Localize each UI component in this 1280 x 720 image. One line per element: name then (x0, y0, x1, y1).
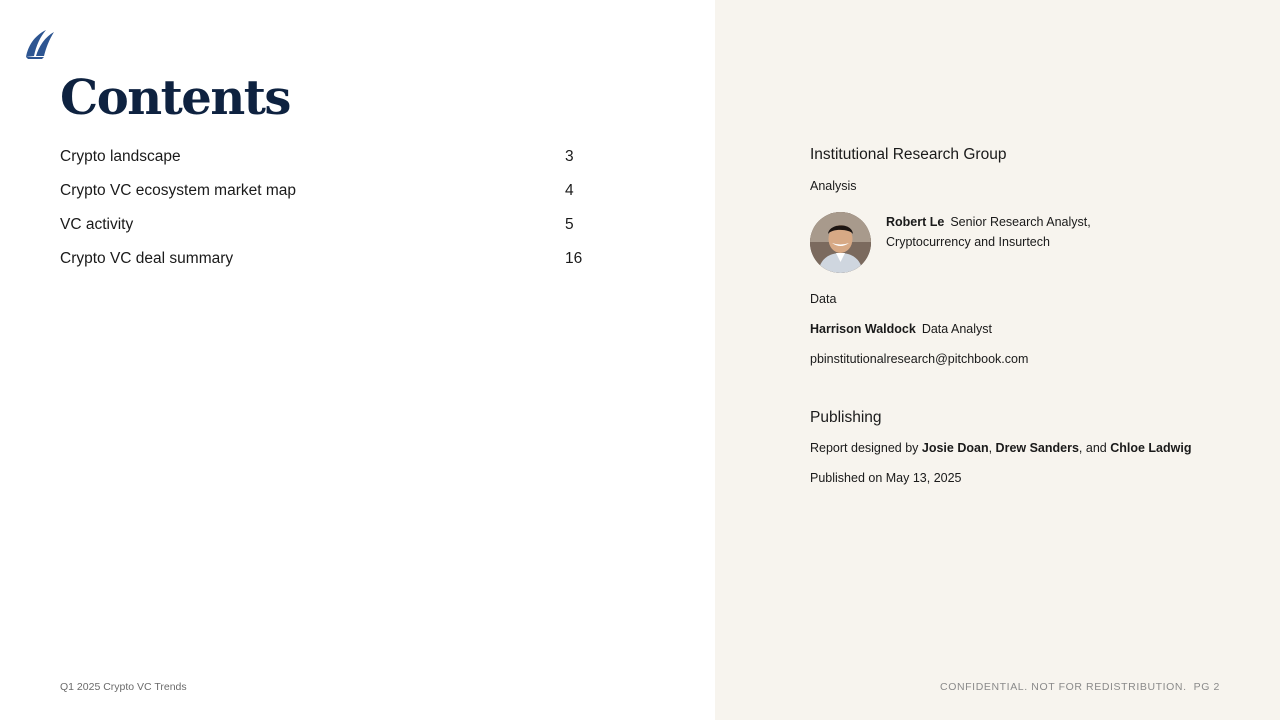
analyst-portrait-image (810, 212, 871, 273)
toc-item-label[interactable]: Crypto landscape (60, 148, 181, 165)
analyst-role-line1: Senior Research Analyst, (950, 215, 1091, 229)
analysis-heading: Analysis (810, 179, 857, 193)
footer-confidential: CONFIDENTIAL. NOT FOR REDISTRIBUTION. PG 2 (940, 681, 1220, 693)
toc-row[interactable] (60, 214, 600, 248)
designers-credit (810, 441, 1191, 455)
analyst-avatar (810, 212, 871, 273)
analyst-name: Robert Le (886, 215, 945, 229)
toc-item-label[interactable]: VC activity (60, 216, 134, 233)
toc-item-label[interactable]: Crypto VC deal summary (60, 250, 234, 267)
page-title: Contents (60, 70, 290, 126)
toc-item-page: 5 (565, 216, 574, 233)
data-analyst-role: Data Analyst (921, 322, 992, 336)
pitchbook-logo-icon (24, 26, 58, 60)
designer-name: Chloe Ladwig (1110, 441, 1192, 455)
toc-item-label[interactable]: Crypto VC ecosystem market map (60, 182, 297, 199)
table-of-contents (60, 146, 600, 282)
data-analyst-name: Harrison Waldock (810, 322, 916, 336)
data-heading: Data (810, 292, 837, 306)
data-analyst-credit (810, 322, 992, 336)
published-date: Published on May 13, 2025 (810, 471, 962, 485)
designed-prefix: Report designed by (810, 441, 919, 455)
designer-name: Drew Sanders (995, 441, 1079, 455)
designer-name: Josie Doan (921, 441, 989, 455)
separator: , and (1078, 441, 1107, 455)
toc-row[interactable] (60, 248, 600, 282)
publishing-heading: Publishing (810, 409, 882, 426)
toc-item-page: 16 (565, 250, 583, 267)
analyst-role-line2: Cryptocurrency and Insurtech (886, 235, 1050, 249)
analyst-credit (886, 212, 1186, 252)
separator: , (988, 441, 993, 455)
research-group-title: Institutional Research Group (810, 146, 1007, 163)
footer-report-name: Q1 2025 Crypto VC Trends (60, 681, 187, 693)
toc-item-page: 3 (565, 148, 574, 165)
toc-row[interactable] (60, 180, 600, 214)
toc-row[interactable] (60, 146, 600, 180)
contact-email[interactable]: pbinstitutionalresearch@pitchbook.com (810, 352, 1029, 366)
toc-item-page: 4 (565, 182, 574, 199)
